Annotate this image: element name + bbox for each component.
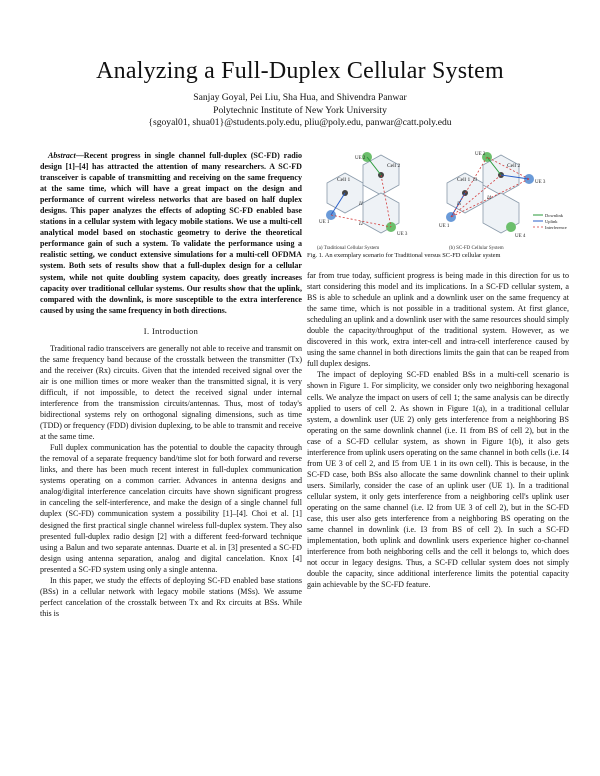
subcaption-a: (a) Traditional Cellular System: [317, 246, 380, 251]
intro-paragraph: Traditional radio transceivers are generally not able to receive and transmit on the same frequency band because of the crosstalk between the transmitter (Tx) and the receiver (Rx) circuits. Given that the intended received signal over the air is one million times or more weaker than the transmitted signal, it is very difficult, if not impossible, to detect the received signal under internal interference from the transmission circuits/antennas. Thus, most of today's bidirectional systems rely on orthogonal signaling dimensions, such as time (TDD) or frequency (FDD) division duplexing, to be able to transmit and receive at the same time.: [40, 343, 302, 442]
label-ue3: UE 3: [535, 180, 546, 185]
label-ue4: UE 4: [515, 234, 526, 239]
figure-1-diagram: [307, 145, 569, 253]
label-ue2: UE 2: [475, 152, 486, 157]
body-paragraph: far from true today, sufficient progress is being made in this direction for us to start considering this model and its implications. In a SC-FD cellular system, a BS is able to schedule an uplink and a downlink user on the same frequency at the same time, which is not possible in a traditional system. At first glance, scheduling an uplink and a downlink user with the same resources should simply double the capacity/throughput of the traditional system. However, as we discovered in this work, extra inter-cell and intra-cell interference caused by using the same channel in both directions limits the gain that can be reaped from full duplex designs.: [307, 271, 569, 369]
section-heading-introduction: I. Introduction: [143, 326, 199, 336]
phone-icon: [506, 222, 516, 232]
label-cell-1: Cell 1: [337, 177, 351, 183]
label-i2: I2: [359, 222, 364, 227]
author-block: [0, 92, 600, 130]
intro-paragraph: In this paper, we study the effects of deploying SC-FD enabled base stations (BSs) in a cellular network with legacy mobile stations (MSs). We assume perfect cancelation of the crosstalk between Tx and Rx circuits at BSs. While this is: [40, 575, 302, 618]
label-cell-2: Cell 2: [387, 163, 401, 169]
paper-title: Analyzing a Full-Duplex Cellular System: [96, 58, 504, 84]
label-i1: I1: [359, 202, 364, 207]
label-ue3: UE 3: [397, 232, 408, 237]
label-cell-2: Cell 2: [507, 163, 521, 169]
abstract: [40, 150, 302, 316]
author-names: Sanjay Goyal, Pei Liu, Sha Hua, and Shivendra Panwar: [193, 92, 407, 103]
figure-caption: Fig. 1. An exemplary scenario for Traditional versus SC-FD cellular system: [307, 252, 501, 259]
label-cell-1: Cell 1: [457, 177, 471, 183]
panel-a: [317, 152, 408, 251]
right-column: [307, 270, 569, 590]
abstract-label: Abstract: [48, 151, 76, 160]
figure-1: [307, 145, 569, 263]
legend-interference: Interference: [545, 225, 567, 230]
label-ue1: UE 1: [439, 224, 450, 229]
label-i3: I3: [473, 178, 478, 183]
label-i4: I4: [487, 196, 492, 201]
label-ue2: UE 2: [355, 156, 366, 161]
body-paragraph: The impact of deploying SC-FD enabled BSs in a multi-cell scenario is shown in Figure 1. For simplicity, we consider only two neighboring hexagonal cells. We analyze the impact on users of cell 1; the same analysis can be directly applied to users of cell 2. As shown in Figure 1(a), in a traditional cellular system, a downlink user (UE 2) only gets interference from a neighboring BS operating on the same downlink channel (i.e. I1 from BS of cell 2), but in the case of a SC-FD cellular system, as shown in Figure 1(b), it also gets interference from uplink users operating on the same channel in both cells (i.e. I4 from UE 3 of cell 2, and I5 from UE 1 in its own cell). This is because, in the SC-FD case, both BSs also allocate the same downlink channel to their uplink users. Similarly, consider the case of an uplink user (UE 1). In a traditional cellular system, it only gets interference from a neighboring cell's uplink user operating on the same channel (i.e. I2 from UE 3 of cell 2), but in the SC-FD case, this user also gets interference from a neighboring BS operating on the same channel in downlink (i.e. I3 from BS of cell 2). In such a SC-FD implementation, both uplink and downlink users experience higher co-channel interference from both neighboring cells and the cell it belongs to, which does not occur in legacy designs. Thus, a SC-FD cellular system does not simply double the capacity, since additional interference limits the potential capacity gain achievable by the SC-FD feature.: [307, 370, 569, 590]
label-i5: I5: [457, 202, 462, 207]
subcaption-b: (b) SC-FD Cellular System: [449, 246, 504, 251]
panel-b: [439, 152, 567, 251]
author-emails: {sgoyal01, shua01}@students.poly.edu, pliu@poly.edu, panwar@catt.poly.edu: [148, 117, 452, 128]
legend-uplink: Uplink: [545, 219, 558, 224]
affiliation: Polytechnic Institute of New York University: [213, 104, 387, 116]
intro-paragraph: Full duplex communication has the potential to double the capacity through the removal of a separate frequency band/time slot for both forward and reverse links, and there has been much recent interest in full-duplex communication systems operating on a common carrier. Advances in antenna designs and analog/digital interference cancelation circuits have shown significant progress in canceling the self-interference, and make the design of a single channel full duplex (SC-FD) communication system a possibility [1]–[4]. Choi et al. [1] designed the first practical single channel wireless full-duplex system. They also presented full-duplex radio design [2] with a different feed-forward technique using a Balun and two separate antennas. Duarte et al. in [3] presented a SC-FD design using antenna separation, analog and digital cancelation. Knox [4] presented a SC-FD system using only a single antenna.: [40, 443, 302, 574]
label-ue1: UE 1: [319, 220, 330, 225]
left-column: [40, 150, 302, 619]
abstract-text: —Recent progress in single channel full-duplex (SC-FD) radio design [1]–[4] has attracted the attention of many researchers. A SC-FD transceiver is capable of transmitting and receiving on the same frequency at the same time, which will have a great impact on the design and performance of current wireless networks that are based on half duplex designs. This paper analyzes the effects of adopting SC-FD enabled base stations in a cellular system with legacy mobile stations. We use a multi-cell analytical model based on stochastic geometry to derive the theoretical performance gain of such a system. To validate the performance using a realistic setting, we conduct extensive simulations for a multi-cell OFDMA system. Both sets of results show that a full-duplex design for a cellular system, while not quite doubling system capacity, does greatly increases capacity over traditional cellular systems. Our results show that the uplink, compared with the downlink, is more susceptible to the extra interference caused by using the same frequency in both directions.: [40, 151, 302, 315]
legend-downlink: Downlink: [545, 213, 563, 218]
